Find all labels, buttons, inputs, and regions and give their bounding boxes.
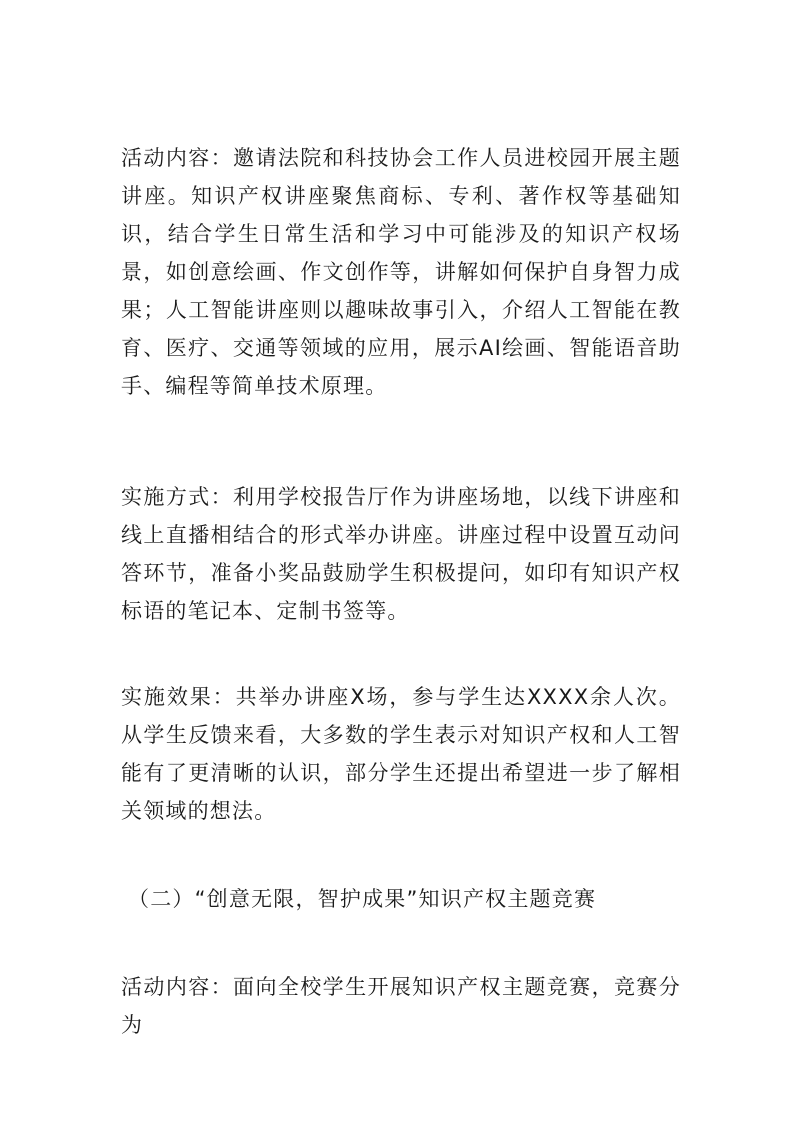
paragraph-activity-content-lectures: 活动内容：邀请法院和科技协会工作人员进校园开展主题讲座。知识产权讲座聚焦商标、专利、著作权等基础知识，结合学生日常生活和学习中可能涉及的知识产权场景，如创意绘画、作文创作等，讲解如何保护自身智力成果；人工智能讲座则以趣味故事引入，介绍人工智能在教育、医疗、交通等领域的应用，展示AI绘画、智能语音助手、编程等简单技术原理。 xyxy=(121,146,681,398)
paragraph-activity-content-competition: 活动内容：面向全校学生开展知识产权主题竞赛，竞赛分为 xyxy=(121,975,681,1037)
section-heading-competition: （二）“创意无限，智护成果”知识产权主题竞赛 xyxy=(128,887,597,911)
paragraph-implementation-method: 实施方式：利用学校报告厅作为讲座场地，以线下讲座和线上直播相结合的形式举办讲座。讲座过程中设置互动问答环节，准备小奖品鼓励学生积极提问，如印有知识产权标语的笔记本、定制书签等。 xyxy=(121,485,681,623)
paragraph-implementation-effect: 实施效果：共举办讲座X场，参与学生达XXXX余人次。从学生反馈来看，大多数的学生表示对知识产权和人工智能有了更清晰的认识，部分学生还提出希望进一步了解相关领域的想法。 xyxy=(121,685,681,823)
